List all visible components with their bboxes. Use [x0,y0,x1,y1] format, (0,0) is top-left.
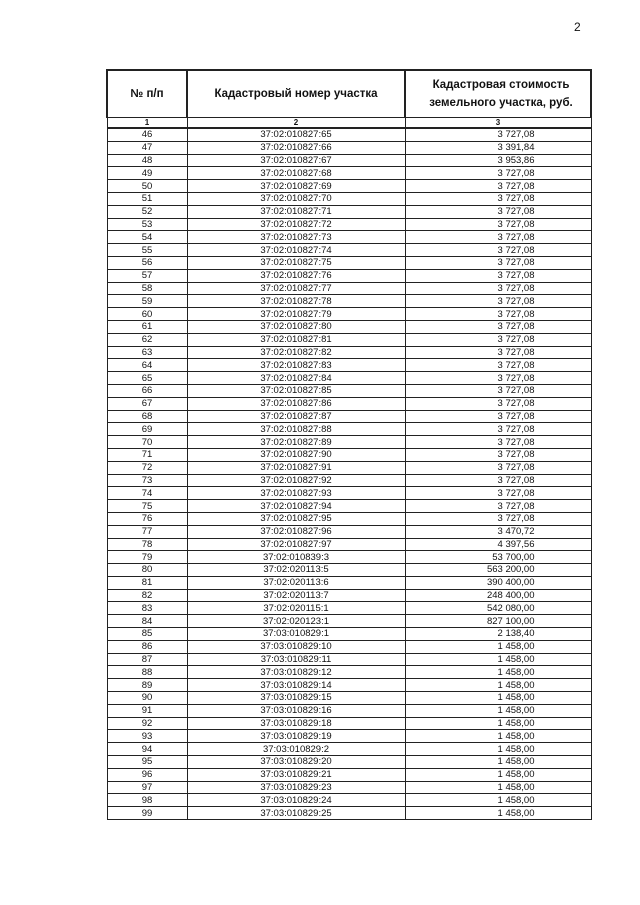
cadastral-value-cell: 3 727,08 [405,448,591,461]
cadastral-value-cell: 3 727,08 [405,295,591,308]
cadastral-number-cell: 37:02:010827:66 [187,141,405,154]
cadastral-number-cell: 37:02:010827:65 [187,128,405,141]
table-row [107,141,591,154]
cadastral-value-cell: 3 727,08 [405,410,591,423]
row-number-cell: 86 [107,640,187,653]
row-number-cell: 60 [107,308,187,321]
table-row [107,692,591,705]
table-row [107,512,591,525]
table-row [107,500,591,513]
table-row [107,128,591,141]
cadastral-value-cell: 542 080,00 [405,602,591,615]
table-row [107,359,591,372]
row-number-cell: 64 [107,359,187,372]
cadastral-number-cell: 37:02:010827:84 [187,372,405,385]
column-number-2: 2 [187,118,405,129]
cadastral-value-cell: 3 727,08 [405,461,591,474]
table-row [107,551,591,564]
row-number-cell: 65 [107,372,187,385]
cadastral-number-cell: 37:02:010827:85 [187,384,405,397]
cadastral-number-cell: 37:02:020123:1 [187,615,405,628]
row-number-cell: 62 [107,333,187,346]
cadastral-number-cell: 37:02:020113:5 [187,564,405,577]
cadastral-value-cell: 3 727,08 [405,218,591,231]
table-row [107,205,591,218]
row-number-cell: 63 [107,346,187,359]
cadastral-value-cell: 1 458,00 [405,794,591,807]
table-row [107,525,591,538]
row-number-cell: 72 [107,461,187,474]
table-row [107,756,591,769]
cadastral-number-cell: 37:02:010827:83 [187,359,405,372]
cadastral-number-cell: 37:02:010827:88 [187,423,405,436]
table-row [107,448,591,461]
table-row [107,372,591,385]
cadastral-number-cell: 37:02:010827:69 [187,180,405,193]
table-row [107,666,591,679]
cadastral-value-cell: 3 727,08 [405,180,591,193]
row-number-cell: 53 [107,218,187,231]
cadastral-value-cell: 1 458,00 [405,653,591,666]
row-number-cell: 73 [107,474,187,487]
cadastral-value-cell: 1 458,00 [405,666,591,679]
cadastral-value-cell: 3 727,08 [405,346,591,359]
table-row [107,397,591,410]
table-row [107,474,591,487]
cadastral-number-cell: 37:03:010829:11 [187,653,405,666]
cadastral-number-cell: 37:02:010827:73 [187,231,405,244]
table-row [107,282,591,295]
row-number-cell: 52 [107,205,187,218]
cadastral-number-cell: 37:03:010829:23 [187,781,405,794]
cadastral-number-cell: 37:03:010829:2 [187,743,405,756]
row-number-cell: 48 [107,154,187,167]
row-number-cell: 68 [107,410,187,423]
table-row [107,346,591,359]
row-number-cell: 98 [107,794,187,807]
row-number-cell: 69 [107,423,187,436]
row-number-cell: 67 [107,397,187,410]
column-numbers-row [107,118,591,129]
row-number-cell: 78 [107,538,187,551]
cadastral-value-cell: 3 727,08 [405,333,591,346]
cadastral-number-cell: 37:02:010827:97 [187,538,405,551]
cadastral-number-cell: 37:02:010827:95 [187,512,405,525]
row-number-cell: 75 [107,500,187,513]
cadastral-number-cell: 37:02:020113:6 [187,576,405,589]
table-row [107,320,591,333]
cadastral-number-cell: 37:02:020115:1 [187,602,405,615]
cadastral-number-cell: 37:03:010829:19 [187,730,405,743]
cadastral-number-cell: 37:02:020113:7 [187,589,405,602]
cadastral-value-cell: 1 458,00 [405,756,591,769]
row-number-cell: 81 [107,576,187,589]
table-row [107,807,591,820]
table-row [107,256,591,269]
cadastral-value-cell: 1 458,00 [405,640,591,653]
row-number-cell: 59 [107,295,187,308]
cadastral-number-cell: 37:02:010827:71 [187,205,405,218]
table-row [107,192,591,205]
table-row [107,180,591,193]
table-row [107,269,591,282]
cadastral-number-cell: 37:02:010827:76 [187,269,405,282]
row-number-cell: 71 [107,448,187,461]
cadastral-number-cell: 37:02:010827:87 [187,410,405,423]
cadastral-value-cell: 3 727,08 [405,282,591,295]
cadastral-value-cell: 3 727,08 [405,397,591,410]
column-number-1: 1 [107,118,187,129]
row-number-cell: 51 [107,192,187,205]
cadastral-number-cell: 37:03:010829:21 [187,768,405,781]
row-number-cell: 58 [107,282,187,295]
row-number-cell: 89 [107,679,187,692]
cadastral-number-cell: 37:03:010829:15 [187,692,405,705]
row-number-cell: 49 [107,167,187,180]
row-number-cell: 83 [107,602,187,615]
cadastral-value-cell: 3 727,08 [405,423,591,436]
row-number-cell: 46 [107,128,187,141]
cadastral-value-cell: 390 400,00 [405,576,591,589]
cadastral-number-cell: 37:02:010827:67 [187,154,405,167]
table-row [107,461,591,474]
table-row [107,628,591,641]
table-row [107,653,591,666]
table-row [107,576,591,589]
cadastral-number-cell: 37:02:010827:91 [187,461,405,474]
table-row [107,717,591,730]
table-row [107,487,591,500]
table-row [107,333,591,346]
cadastral-value-cell: 3 727,08 [405,372,591,385]
row-number-cell: 77 [107,525,187,538]
cadastral-number-cell: 37:03:010829:25 [187,807,405,820]
table-header-row [107,70,591,118]
cadastral-number-cell: 37:02:010827:93 [187,487,405,500]
row-number-cell: 99 [107,807,187,820]
header-row-number: № п/п [107,70,187,118]
cadastral-value-cell: 3 727,08 [405,128,591,141]
cadastral-number-cell: 37:02:010827:79 [187,308,405,321]
cadastral-number-cell: 37:02:010827:78 [187,295,405,308]
table-row [107,410,591,423]
table-row [107,384,591,397]
table-row [107,538,591,551]
cadastral-value-cell: 3 727,08 [405,512,591,525]
cadastral-number-cell: 37:02:010827:72 [187,218,405,231]
cadastral-number-cell: 37:02:010827:89 [187,436,405,449]
row-number-cell: 70 [107,436,187,449]
row-number-cell: 96 [107,768,187,781]
row-number-cell: 92 [107,717,187,730]
row-number-cell: 66 [107,384,187,397]
cadastral-number-cell: 37:02:010827:75 [187,256,405,269]
table-row [107,167,591,180]
cadastral-value-cell: 827 100,00 [405,615,591,628]
cadastral-value-cell: 1 458,00 [405,781,591,794]
table-row [107,704,591,717]
page-number: 2 [574,20,581,34]
row-number-cell: 95 [107,756,187,769]
table-row [107,589,591,602]
cadastral-value-cell: 3 727,08 [405,500,591,513]
cadastral-number-cell: 37:02:010827:80 [187,320,405,333]
cadastral-value-cell: 248 400,00 [405,589,591,602]
row-number-cell: 79 [107,551,187,564]
cadastral-value-cell: 53 700,00 [405,551,591,564]
row-number-cell: 74 [107,487,187,500]
cadastral-value-cell: 3 727,08 [405,320,591,333]
row-number-cell: 82 [107,589,187,602]
cadastral-number-cell: 37:02:010827:94 [187,500,405,513]
table-row [107,218,591,231]
table-row [107,423,591,436]
cadastral-number-cell: 37:02:010827:77 [187,282,405,295]
table-row [107,640,591,653]
table-row [107,730,591,743]
row-number-cell: 76 [107,512,187,525]
cadastral-value-cell: 3 727,08 [405,231,591,244]
cadastral-value-cell: 3 953,86 [405,154,591,167]
cadastral-value-cell: 3 727,08 [405,384,591,397]
row-number-cell: 47 [107,141,187,154]
row-number-cell: 55 [107,244,187,257]
cadastral-number-cell: 37:02:010827:70 [187,192,405,205]
cadastral-value-cell: 3 727,08 [405,487,591,500]
row-number-cell: 94 [107,743,187,756]
row-number-cell: 87 [107,653,187,666]
cadastral-number-cell: 37:03:010829:18 [187,717,405,730]
row-number-cell: 57 [107,269,187,282]
cadastral-value-cell: 1 458,00 [405,743,591,756]
row-number-cell: 80 [107,564,187,577]
row-number-cell: 91 [107,704,187,717]
cadastral-value-cell: 3 727,08 [405,269,591,282]
cadastral-value-cell: 4 397,56 [405,538,591,551]
cadastral-number-cell: 37:03:010829:10 [187,640,405,653]
cadastral-number-cell: 37:02:010839:3 [187,551,405,564]
cadastral-number-cell: 37:02:010827:96 [187,525,405,538]
table-row [107,564,591,577]
table-row [107,295,591,308]
cadastral-number-cell: 37:02:010827:90 [187,448,405,461]
cadastral-value-cell: 1 458,00 [405,730,591,743]
row-number-cell: 56 [107,256,187,269]
cadastral-number-cell: 37:03:010829:24 [187,794,405,807]
cadastral-value-cell: 1 458,00 [405,692,591,705]
cadastral-value-cell: 1 458,00 [405,679,591,692]
cadastral-value-cell: 3 727,08 [405,205,591,218]
column-number-3: 3 [405,118,591,129]
table-row [107,768,591,781]
cadastral-value-cell: 3 727,08 [405,167,591,180]
cadastral-number-cell: 37:03:010829:20 [187,756,405,769]
table-row [107,602,591,615]
row-number-cell: 61 [107,320,187,333]
table-row [107,308,591,321]
table-row [107,743,591,756]
cadastral-value-cell: 3 727,08 [405,474,591,487]
table-row [107,679,591,692]
cadastral-value-cell: 3 727,08 [405,308,591,321]
table-row [107,794,591,807]
row-number-cell: 85 [107,628,187,641]
cadastral-value-cell: 3 727,08 [405,192,591,205]
cadastral-value-table [106,69,592,820]
cadastral-value-cell: 3 727,08 [405,256,591,269]
row-number-cell: 54 [107,231,187,244]
cadastral-value-cell: 3 727,08 [405,436,591,449]
table-row [107,154,591,167]
row-number-cell: 97 [107,781,187,794]
cadastral-value-cell: 1 458,00 [405,717,591,730]
table-row [107,781,591,794]
table-row [107,244,591,257]
cadastral-number-cell: 37:03:010829:1 [187,628,405,641]
cadastral-number-cell: 37:02:010827:92 [187,474,405,487]
header-cadastral-value: Кадастровая стоимость земельного участка, руб. [405,70,591,118]
cadastral-value-cell: 1 458,00 [405,704,591,717]
row-number-cell: 88 [107,666,187,679]
cadastral-number-cell: 37:02:010827:81 [187,333,405,346]
cadastral-value-cell: 3 727,08 [405,244,591,257]
cadastral-number-cell: 37:03:010829:12 [187,666,405,679]
header-cadastral-number: Кадастровый номер участка [187,70,405,118]
row-number-cell: 90 [107,692,187,705]
cadastral-value-cell: 2 138,40 [405,628,591,641]
cadastral-number-cell: 37:02:010827:86 [187,397,405,410]
cadastral-number-cell: 37:02:010827:74 [187,244,405,257]
cadastral-value-cell: 1 458,00 [405,768,591,781]
cadastral-number-cell: 37:02:010827:68 [187,167,405,180]
table-body [107,128,591,820]
cadastral-number-cell: 37:03:010829:16 [187,704,405,717]
cadastral-value-cell: 1 458,00 [405,807,591,820]
cadastral-value-cell: 3 470,72 [405,525,591,538]
row-number-cell: 93 [107,730,187,743]
cadastral-value-cell: 563 200,00 [405,564,591,577]
row-number-cell: 50 [107,180,187,193]
table-row [107,615,591,628]
cadastral-number-cell: 37:03:010829:14 [187,679,405,692]
cadastral-number-cell: 37:02:010827:82 [187,346,405,359]
table-row [107,231,591,244]
cadastral-value-cell: 3 391,84 [405,141,591,154]
row-number-cell: 84 [107,615,187,628]
cadastral-value-cell: 3 727,08 [405,359,591,372]
table-row [107,436,591,449]
